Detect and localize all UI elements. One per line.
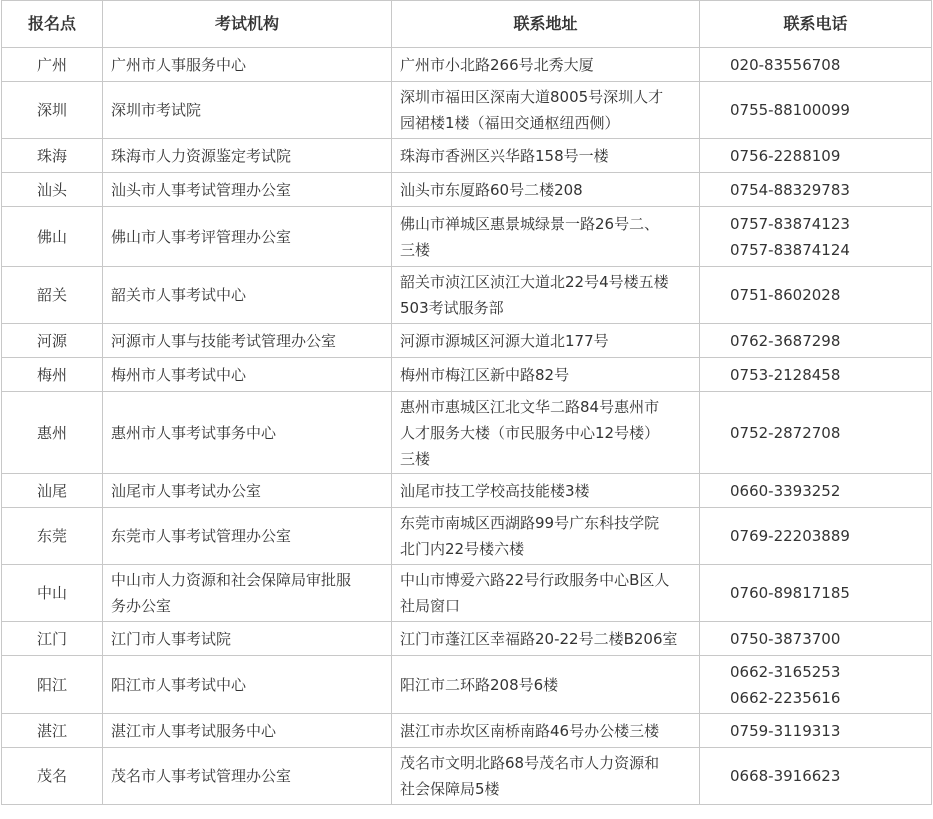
cell-org bbox=[103, 508, 392, 565]
cell-org-line: 茂名市人事考试管理办公室 bbox=[111, 767, 292, 785]
cell-org-line: 河源市人事与技能考试管理办公室 bbox=[111, 331, 337, 350]
cell-address bbox=[392, 324, 700, 358]
cell-org bbox=[103, 622, 392, 656]
cell-address-line: 园裙楼1楼（福田交通枢纽西侧） bbox=[400, 114, 620, 132]
cell-org bbox=[103, 714, 392, 748]
table-row bbox=[2, 656, 932, 714]
cell-phone bbox=[700, 207, 932, 267]
cell-phone-line: 0757-83874124 bbox=[730, 240, 850, 259]
cell-address-line: 中山市博爱六路22号行政服务中心B区人 bbox=[400, 571, 670, 589]
cell-address-line: 三楼 bbox=[400, 240, 431, 259]
cell-address-line: 梅州市梅江区新中路82号 bbox=[400, 365, 570, 384]
header-city: 报名点 bbox=[2, 1, 103, 48]
cell-phone-line: 0769-22203889 bbox=[730, 527, 850, 545]
cell-address-line: 人才服务大楼（市民服务中心12号楼） bbox=[400, 423, 660, 442]
cell-phone-line: 020-83556708 bbox=[730, 55, 841, 74]
cell-phone-line: 0662-2235616 bbox=[730, 688, 841, 707]
cell-address-line: 湛江市赤坎区南桥南路46号办公楼三楼 bbox=[400, 721, 660, 740]
cell-address-line: 广州市小北路266号北秀大厦 bbox=[400, 55, 594, 74]
cell-phone-line: 0754-88329783 bbox=[730, 180, 850, 199]
cell-city: 茂名 bbox=[2, 748, 103, 805]
cell-phone-line: 0757-83874123 bbox=[730, 214, 850, 233]
cell-city: 梅州 bbox=[2, 358, 103, 392]
cell-address-line: 深圳市福田区深南大道8005号深圳人才 bbox=[400, 88, 664, 106]
cell-address bbox=[392, 139, 700, 173]
cell-org-line: 梅州市人事考试中心 bbox=[111, 365, 247, 384]
cell-phone-line: 0662-3165253 bbox=[730, 662, 841, 681]
cell-org bbox=[103, 207, 392, 267]
header-row bbox=[2, 1, 932, 48]
table-row bbox=[2, 207, 932, 267]
cell-phone-line: 0752-2872708 bbox=[730, 423, 841, 442]
cell-org bbox=[103, 474, 392, 508]
cell-address bbox=[392, 82, 700, 139]
cell-org bbox=[103, 267, 392, 324]
cell-phone-line: 0660-3393252 bbox=[730, 481, 841, 500]
cell-phone-line: 0668-3916623 bbox=[730, 767, 841, 785]
cell-phone bbox=[700, 748, 932, 805]
cell-city: 广州 bbox=[2, 48, 103, 82]
cell-address-line: 珠海市香洲区兴华路158号一楼 bbox=[400, 146, 609, 165]
cell-org bbox=[103, 139, 392, 173]
cell-org-line: 韶关市人事考试中心 bbox=[111, 286, 247, 304]
cell-address-line: 北门内22号楼六楼 bbox=[400, 540, 525, 558]
cell-org bbox=[103, 48, 392, 82]
cell-address-line: 汕尾市技工学校高技能楼3楼 bbox=[400, 481, 590, 500]
table-body bbox=[2, 48, 932, 805]
cell-phone bbox=[700, 324, 932, 358]
table-row bbox=[2, 474, 932, 508]
cell-address bbox=[392, 392, 700, 474]
cell-city: 深圳 bbox=[2, 82, 103, 139]
cell-address-line: 503考试服务部 bbox=[400, 299, 504, 317]
cell-org-line: 中山市人力资源和社会保障局审批服 bbox=[111, 571, 352, 589]
cell-city: 河源 bbox=[2, 324, 103, 358]
cell-city: 阳江 bbox=[2, 656, 103, 714]
cell-phone bbox=[700, 508, 932, 565]
cell-phone-line: 0751-8602028 bbox=[730, 286, 841, 304]
cell-phone bbox=[700, 48, 932, 82]
cell-org bbox=[103, 748, 392, 805]
cell-phone-line: 0762-3687298 bbox=[730, 331, 841, 350]
cell-address bbox=[392, 622, 700, 656]
cell-address bbox=[392, 748, 700, 805]
cell-city: 汕尾 bbox=[2, 474, 103, 508]
cell-phone bbox=[700, 139, 932, 173]
cell-city: 汕头 bbox=[2, 173, 103, 207]
cell-address-line: 阳江市二环路208号6楼 bbox=[400, 675, 559, 694]
table-row bbox=[2, 358, 932, 392]
cell-address-line: 韶关市浈江区浈江大道北22号4号楼五楼 bbox=[400, 273, 669, 291]
cell-address bbox=[392, 48, 700, 82]
table-row bbox=[2, 748, 932, 805]
cell-city: 江门 bbox=[2, 622, 103, 656]
cell-phone-line: 0759-3119313 bbox=[730, 721, 841, 740]
cell-address bbox=[392, 565, 700, 622]
cell-address-line: 社局窗口 bbox=[400, 597, 461, 615]
cell-address bbox=[392, 173, 700, 207]
cell-org-line: 汕头市人事考试管理办公室 bbox=[111, 180, 292, 199]
cell-org-line: 珠海市人力资源鉴定考试院 bbox=[111, 146, 292, 165]
cell-address-line: 河源市源城区河源大道北177号 bbox=[400, 331, 609, 350]
cell-city: 佛山 bbox=[2, 207, 103, 267]
cell-org-line: 惠州市人事考试事务中心 bbox=[111, 423, 277, 442]
cell-phone bbox=[700, 82, 932, 139]
cell-address-line: 茂名市文明北路68号茂名市人力资源和 bbox=[400, 754, 660, 772]
cell-phone-line: 0755-88100099 bbox=[730, 101, 850, 119]
header-org: 考试机构 bbox=[103, 1, 392, 48]
cell-org bbox=[103, 82, 392, 139]
cell-city: 东莞 bbox=[2, 508, 103, 565]
exam-center-table bbox=[1, 0, 932, 805]
cell-city: 惠州 bbox=[2, 392, 103, 474]
cell-phone bbox=[700, 622, 932, 656]
cell-phone bbox=[700, 474, 932, 508]
cell-org-line: 阳江市人事考试中心 bbox=[111, 675, 247, 694]
cell-address bbox=[392, 508, 700, 565]
cell-org-line: 东莞市人事考试管理办公室 bbox=[111, 527, 292, 545]
table-row bbox=[2, 82, 932, 139]
table-row bbox=[2, 139, 932, 173]
table-row bbox=[2, 714, 932, 748]
cell-org bbox=[103, 324, 392, 358]
cell-city: 珠海 bbox=[2, 139, 103, 173]
cell-address bbox=[392, 714, 700, 748]
cell-org-line: 湛江市人事考试服务中心 bbox=[111, 721, 277, 740]
table-row bbox=[2, 622, 932, 656]
cell-city: 中山 bbox=[2, 565, 103, 622]
table-row bbox=[2, 48, 932, 82]
cell-address bbox=[392, 474, 700, 508]
cell-address bbox=[392, 207, 700, 267]
cell-address-line: 东莞市南城区西湖路99号广东科技学院 bbox=[400, 514, 660, 532]
cell-phone bbox=[700, 656, 932, 714]
cell-org-line: 务办公室 bbox=[111, 597, 172, 615]
table-row bbox=[2, 392, 932, 474]
cell-phone bbox=[700, 714, 932, 748]
cell-phone-line: 0760-89817185 bbox=[730, 584, 850, 602]
cell-city: 韶关 bbox=[2, 267, 103, 324]
cell-phone-line: 0756-2288109 bbox=[730, 146, 841, 165]
cell-org bbox=[103, 565, 392, 622]
cell-org bbox=[103, 358, 392, 392]
cell-address-line: 三楼 bbox=[400, 449, 431, 468]
cell-phone bbox=[700, 565, 932, 622]
cell-org bbox=[103, 656, 392, 714]
table-row bbox=[2, 565, 932, 622]
cell-address-line: 汕头市东厦路60号二楼208 bbox=[400, 180, 583, 199]
header-address: 联系地址 bbox=[392, 1, 700, 48]
cell-address bbox=[392, 267, 700, 324]
cell-org-line: 深圳市考试院 bbox=[111, 101, 202, 119]
cell-address bbox=[392, 358, 700, 392]
table-row bbox=[2, 173, 932, 207]
table-row bbox=[2, 324, 932, 358]
cell-address bbox=[392, 656, 700, 714]
cell-phone bbox=[700, 173, 932, 207]
table-row bbox=[2, 267, 932, 324]
cell-org-line: 佛山市人事考评管理办公室 bbox=[111, 227, 292, 246]
table-row bbox=[2, 508, 932, 565]
cell-phone-line: 0753-2128458 bbox=[730, 365, 841, 384]
cell-org bbox=[103, 392, 392, 474]
cell-org bbox=[103, 173, 392, 207]
cell-address-line: 惠州市惠城区江北文华二路84号惠州市 bbox=[400, 397, 660, 416]
cell-org-line: 汕尾市人事考试办公室 bbox=[111, 481, 262, 500]
cell-address-line: 社会保障局5楼 bbox=[400, 780, 500, 798]
cell-phone bbox=[700, 267, 932, 324]
cell-phone bbox=[700, 358, 932, 392]
cell-phone bbox=[700, 392, 932, 474]
cell-address-line: 佛山市禅城区惠景城绿景一路26号二、 bbox=[400, 214, 660, 233]
header-phone: 联系电话 bbox=[700, 1, 932, 48]
cell-city: 湛江 bbox=[2, 714, 103, 748]
cell-org-line: 广州市人事服务中心 bbox=[111, 55, 247, 74]
cell-phone-line: 0750-3873700 bbox=[730, 629, 841, 648]
cell-org-line: 江门市人事考试院 bbox=[111, 629, 232, 648]
cell-address-line: 江门市蓬江区幸福路20-22号二楼B206室 bbox=[400, 629, 678, 648]
